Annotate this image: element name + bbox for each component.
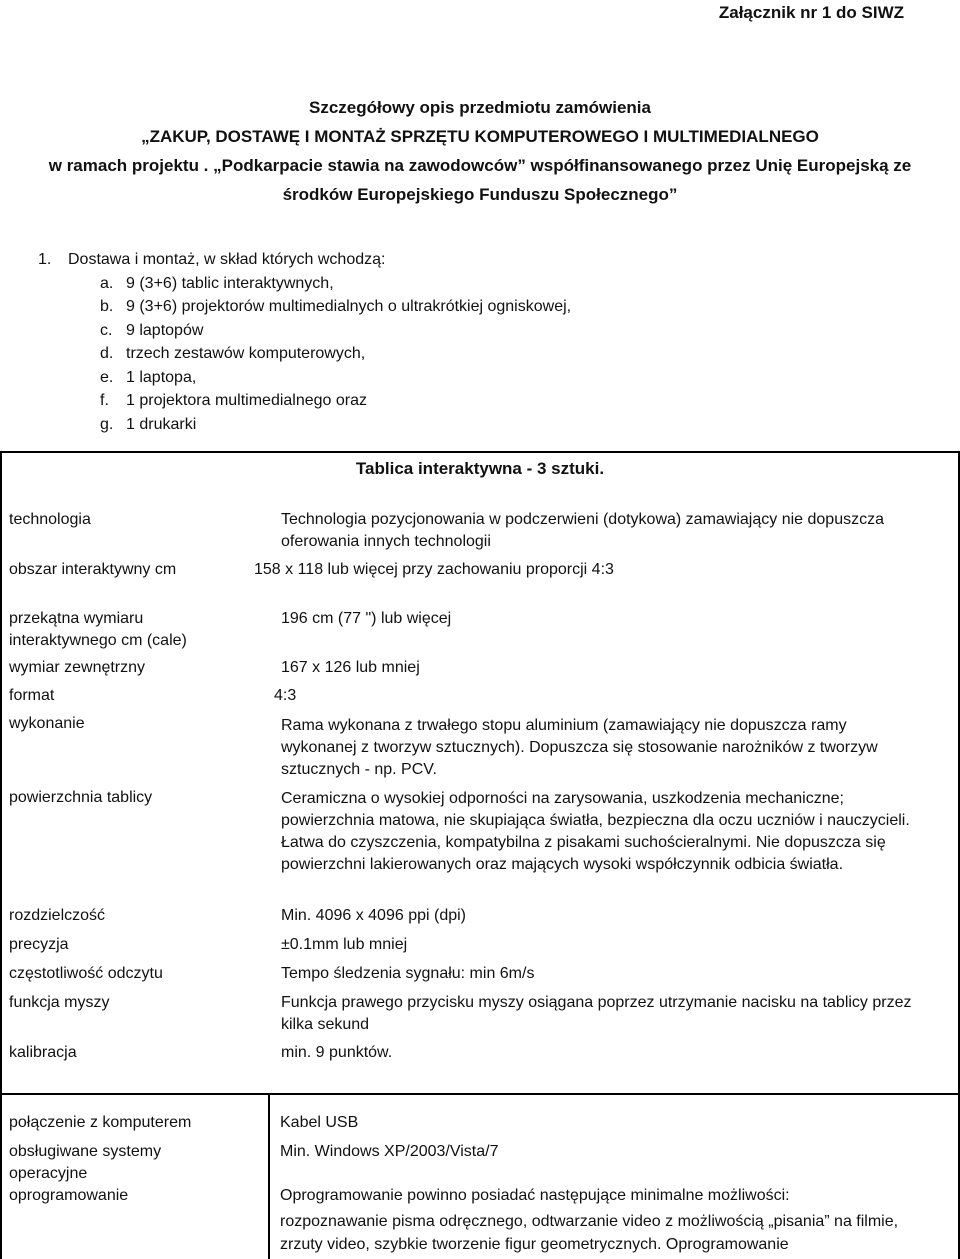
- row-value: ±0.1mm lub mniej: [281, 936, 408, 953]
- list-item: d. trzech zestawów komputerowych,: [100, 345, 366, 362]
- row-label: kalibracja: [9, 1044, 77, 1061]
- header-title: Szczegółowy opis przedmiotu zamówienia: [309, 98, 651, 117]
- row-value: 4:3: [274, 687, 297, 704]
- row-value: 158 x 118 lub więcej przy zachowaniu proporcji 4:3: [254, 561, 614, 578]
- row-label: przekątna wymiaru interaktywnego cm (cale): [9, 610, 187, 649]
- row-value: Ceramiczna o wysokiej odporności na zarysowania, uszkodzenia mechaniczne; powierzchnia matowa, nie skupiająca światła, bezpieczna dla oczu uczniów i nauczycieli. Łatwa do czyszczenia, kompatybilna z pisakami suchościeralnymi. Nie dopuszcza się powierzchni lakierowanych oraz mających wysoki współczynnik odbicia światła.: [281, 790, 910, 873]
- document-header: [0, 93, 960, 209]
- row-value: Funkcja prawego przycisku myszy osiągana poprzez utrzymanie nacisku na tablicy przez kilka sekund: [281, 994, 912, 1033]
- table-left-border: [0, 451, 2, 1259]
- row-value: Rama wykonana z trwałego stopu aluminium (zamawiający nie dopuszcza ramy wykonanej z tworzyw sztucznych). Dopuszcza się stosowanie narożników z tworzyw sztucznych - np. PCV.: [281, 717, 878, 778]
- row-label: obszar interaktywny cm: [9, 561, 177, 578]
- row-label: precyzja: [9, 936, 69, 953]
- row-label: powierzchnia tablicy: [9, 789, 153, 806]
- header-subject: „ZAKUP, DOSTAWĘ I MONTAŻ SPRZĘTU KOMPUTEROWEGO I MULTIMEDIALNEGO: [141, 127, 819, 146]
- row-value: Tempo śledzenia sygnału: min 6m/s: [281, 965, 535, 982]
- row-value: Oprogramowanie powinno posiadać następujące minimalne możliwości:: [280, 1187, 790, 1204]
- row-label: oprogramowanie: [9, 1187, 129, 1204]
- row-value: 196 cm (77 ") lub więcej: [281, 610, 452, 627]
- table-top-border: [0, 451, 960, 453]
- row-label: rozdzielczość: [9, 907, 106, 924]
- list-item: b. 9 (3+6) projektorów multimedialnych o ultrakrótkiej ogniskowej,: [100, 298, 572, 315]
- list-item: f. 1 projektora multimedialnego oraz: [100, 392, 368, 409]
- row-value: min. 9 punktów.: [281, 1044, 393, 1061]
- row-label: obsługiwane systemy operacyjne: [9, 1143, 162, 1182]
- list-intro: 1. Dostawa i montaż, w skład których wchodzą:: [38, 251, 386, 268]
- table-divider: [0, 1093, 960, 1095]
- row-value: rozpoznawanie pisma odręcznego, odtwarzanie video z możliwością „pisania” na filmie, zrzuty video, szybkie tworzenie figur geometrycznych. Oprogramowanie: [280, 1213, 899, 1253]
- row-value: Min. 4096 x 4096 ppi (dpi): [281, 907, 466, 924]
- annex-label: Załącznik nr 1 do SIWZ: [718, 3, 904, 22]
- header-project: w ramach projektu . „Podkarpacie stawia na zawodowców” współfinansowanego przez Unię Europejską ze: [48, 156, 912, 175]
- row-value: Min. Windows XP/2003/Vista/7: [280, 1143, 499, 1160]
- row-label: częstotliwość odczytu: [9, 965, 163, 982]
- row-label: wykonanie: [9, 715, 85, 732]
- table-title: Tablica interaktywna - 3 sztuki.: [355, 459, 605, 478]
- list-item: e. 1 laptopa,: [100, 368, 197, 386]
- row-value: Technologia pozycjonowania w podczerwieni (dotykowa) zamawiający nie dopuszcza oferowania innych technologii: [281, 511, 884, 550]
- row-label: funkcja myszy: [9, 994, 110, 1011]
- row-label: połączenie z komputerem: [9, 1114, 192, 1131]
- row-label: wymiar zewnętrzny: [9, 659, 146, 676]
- row-label: technologia: [9, 511, 91, 528]
- list-item: c. 9 laptopów: [100, 321, 204, 339]
- row-value: Kabel USB: [280, 1114, 359, 1131]
- row-label: format: [9, 687, 55, 704]
- delivery-list: [38, 248, 571, 436]
- list-item: g. 1 drukarki: [100, 415, 197, 433]
- header-fund: środków Europejskiego Funduszu Społecznego”: [282, 185, 678, 204]
- list-item: a. 9 (3+6) tablic interaktywnych,: [100, 274, 334, 292]
- row-value: 167 x 126 lub mniej: [281, 659, 420, 676]
